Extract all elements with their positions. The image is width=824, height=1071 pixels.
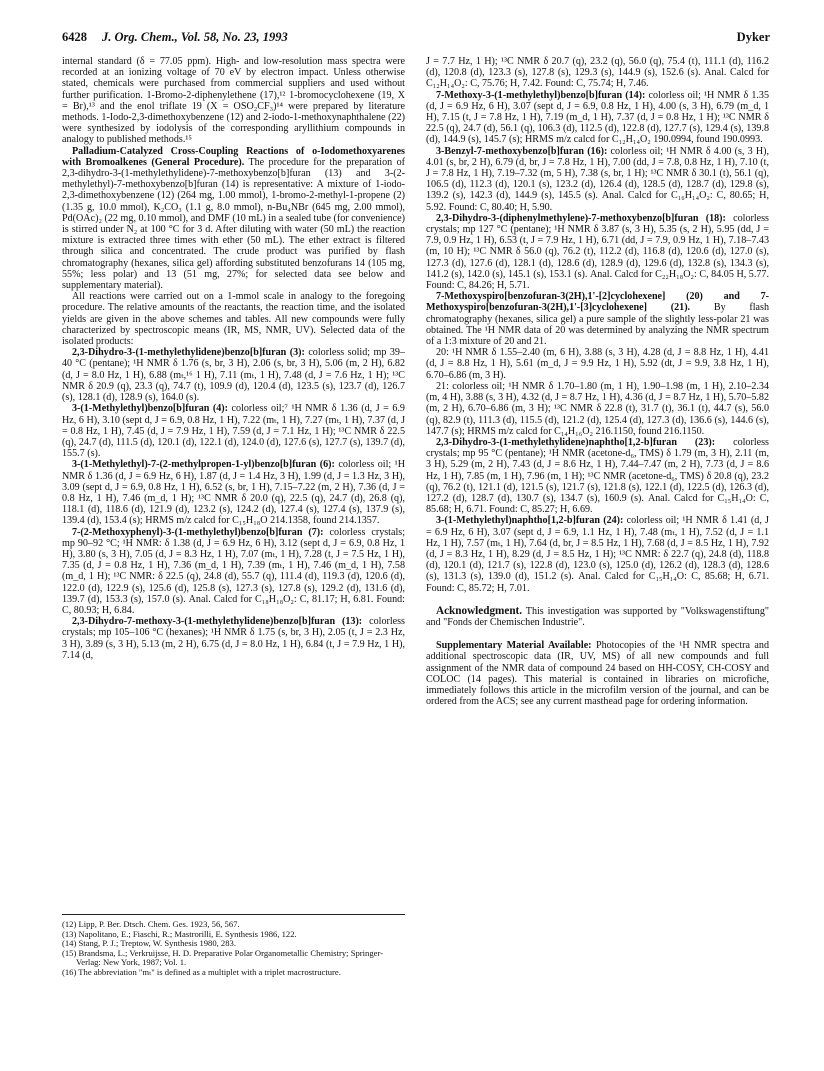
compound-3-entry [62,347,405,403]
general-procedure [62,146,405,292]
supplementary-label: Supplementary Material Available: [436,640,592,652]
journal-citation: J. Org. Chem., Vol. 58, No. 23, 1993 [102,30,288,44]
compound-16-data: colorless oil; ¹H NMR δ 4.00 (s, 3 H), 4.01 (s, br, 2 H), 6.79 (d, br, J = 7.8 Hz, 1 H), 7.00 (dd, J = 7.8, 0.8 Hz, 1 H), 7.10 (t, J = 7.8 Hz, 1 H), 7.19–7.32 (m, 5 H), 7.38 (s, br, 1 H); ¹³C NMR δ 30.1 (t), 56.1 (q), 106.5 (d), 112.3 (d), 120.1 (s), 123.2 (d), 126.4 (d), 128.5 (d), 128.7 (d), 129.8 (s), 139.2 (s), 142.3 (d), 144.9 (s), 145.5 (s). Anal. Calcd for C₁₆H₁₄O₂: C, 80.65; H, 5.92. Found: C, 80.40; H, 5.90. [426,145,769,213]
compound-18-data: colorless crystals; mp 127 °C (pentane); ¹H NMR δ 3.87 (s, 3 H), 5.35 (s, 2 H), 5.95 (dd, J = 7.9, 0.9 Hz, 1 H), 6.53 (t, J = 7.9 Hz, 1 H), 6.71 (dd, J = 7.9, 0.9 Hz, 1 H), 7.18–7.43 (m, 10 H); ¹³C NMR δ 56.0 (q), 76.2 (t), 112.2 (d), 116.8 (d), 120.6 (d), 127.0 (s), 127.3 (d), 127.6 (d), 128.1 (d), 128.6 (d), 128.9 (d), 129.6 (d), 132.8 (s), 134.3 (s), 141.2 (s), 142.0 (s), 145.1 (s), 153.1 (s). Anal. Calcd for C₂₂H₁₈O₂: C, 84.05 H, 5.77. Found: C, 84.26; H, 5.71. [426,212,769,292]
compound-23-data: colorless crystals; mp 95 °C (pentane); ¹H NMR (acetone-d₆, TMS) δ 1.79 (m, 3 H), 2.11 (m, 3 H), 5.29 (m, 2 H), 7.43 (d, J = 8.6 Hz, 1 H), 7.44–7.47 (m, 2 H), 7.73 (d, J = 8.6 Hz, 1 H), 7.85 (m, 1 H), 7.96 (m, 1 H); ¹³C NMR (acetone-d₆, TMS) δ 20.8 (q), 23.2 (q), 76.2 (t), 121.1 (d), 121.5 (s), 121.7 (s), 121.8 (s), 122.1 (d), 122.5 (d), 126.3 (d), 127.2 (d), 128.7 (d), 130.7 (s), 134.7 (s), 160.9 (s). Anal. Calcd for C₁₅H₁₄O: C, 85.68; H, 6.71. Found: C, 85.27; H, 6.69. [426,436,769,516]
page-number: 6428 [62,30,87,44]
compound-13-entry [62,616,405,661]
running-author: Dyker [736,30,770,44]
general-procedure-body: The procedure for the preparation of 2,3-dihydro-3-(1-methylethylidene)-7-methoxybenzo[b]furan (13) and 3-(2-methylethyl)-7-methoxybenzo[b]furan (14) is representative: A mixture of 1-iodo-2,3-dimethoxybenzene (12) (264 mg, 1.00 mmol), 1-bromo-2-methyl-1-propene (2) (1.35 g, 10.0 mmol), K₂CO₃ (1.1 g, 8.0 mmol), n-Bu₄NBr (645 mg, 2.00 mmol), Pd(OAc)₂ (22 mg, 0.10 mmol), and DMF (10 mL) in a sealed tube (for convenience) is stirred under N₂ at 100 °C for 3 d. After diluting with water (50 mL) the reaction mixture is extracted three times with ether (50 mL). The ether extract is filtered through silica and concentrated. The crude product was purified by flash chromatography (hexanes, silica gel) affording substituted benzofurans 14 (105 mg, 55%; less polar) and 13 (51 mg, 27%; for selected data see below and supplementary material). [62,156,405,292]
compound-18-entry [426,213,769,291]
compound-14-data: colorless oil; ¹H NMR δ 1.35 (d, J = 6.9 Hz, 6 H), 3.07 (sept d, J = 6.9, 0.8 Hz, 1 H), 4.00 (s, 3 H), 6.79 (m_d, 1 H), 7.15 (t, J = 7.8 Hz, 1 H), 7.19 (m_d, 1 H), 7.37 (d, J = 0.8 Hz, 1 H); ¹³C NMR δ 22.5 (q), 24.7 (d), 56.1 (q), 106.3 (d), 112.5 (d), 122.8 (d), 127.7 (s), 129.4 (s), 139.8 (d), 144.9 (s), 145.7 (s); HRMS m/z calcd for C₁₂H₁₄O₂ 190.0994, found 190.0993. [426,89,769,146]
compound-6-entry [62,459,405,526]
compound-13-name: 2,3-Dihydro-7-methoxy-3-(1-methylethylidene)benzo[b]furan (13): [72,616,363,628]
compound-14-name: 7-Methoxy-3-(1-methylethyl)benzo[b]furan (14): [436,89,646,101]
compound-7-name: 7-(2-Methoxyphenyl)-3-(1-methylethyl)benzo[b]furan (7): [72,526,324,538]
compound-16-entry [426,146,769,213]
experimental-intro: internal standard (δ = 77.05 ppm). High- and low-resolution mass spectra were recorded at an ionizing voltage of 70 eV by electron impact. Unless otherwise stated, chemicals were purchased from commercial suppliers and used without further purification. 1-Bromo-2-diphenylethene (17),¹² 1-bromocyclohexene (19, X = Br),¹³ and the enol triflate 19 (X = OSO₂CF₃)¹⁴ were prepared by literature methods. 1-Iodo-2,3-dimethoxybenzene (12) and 2-iodo-1-methoxynaphthalene (22) were synthesized by iodolysis of the corresponding aryllithium compounds in analogy to published methods.¹⁵ [62,56,405,146]
compound-13-continued: J = 7.7 Hz, 1 H); ¹³C NMR δ 20.7 (q), 23.2 (q), 56.0 (q), 75.4 (t), 111.1 (d), 116.2 (d), 120.8 (d), 123.3 (s), 127.8 (s), 129.3 (s), 144.9 (s), 152.6 (s). Anal. Calcd for C₁₂H₁₄O₂: C, 75.76; H, 7.42. Found: C, 75.74; H, 7.46. [426,56,769,90]
footnote: (13) Napolitano, E.; Fiaschi, R.; Mastrorilli, E. Synthesis 1986, 122. [62,928,297,939]
compound-7-data: colorless crystals; mp 90–92 °C; ¹H NMR: δ 1.38 (d, J = 6.9 Hz, 6 H), 3.12 (sept d, J = 6.9, 0.8 Hz, 1 H), 3.80 (s, 3 H), 7.05 (d, J = 8.3 Hz, 1 H), 7.07 (mₜ, 1 H), 7.28 (t, J = 7.5 Hz, 1 H), 7.35 (d, J = 0.8 Hz, 1 H), 7.36 (m_d, 1 H), 7.39 (mₜ, 1 H), 7.46 (m_d, 1 H), 7.58 (m_d, 1 H); ¹³C NMR: δ 22.5 (q), 24.8 (d), 55.7 (q), 111.4 (d), 119.3 (d), 120.6 (d), 122.0 (d), 122.9 (s), 125.6 (d), 125.8 (s), 127.3 (s), 127.8 (s), 129.2 (d), 131.6 (d), 139.7 (d), 153.3 (s), 157.0 (s). Anal. Calcd for C₁₈H₁₈O₂: C, 81.17; H, 6.81. Found: C, 80.93; H, 6.84. [62,526,405,616]
footnote: (16) The abbreviation "mₜ" is defined as a multiplet with a triplet macrostructure. [62,966,341,977]
footnote: (12) Lipp, P. Ber. Dtsch. Chem. Ges. 1923, 56, 567. [62,919,240,929]
compound-21-data: 21: colorless oil; ¹H NMR δ 1.70–1.80 (m, 1 H), 1.90–1.98 (m, 1 H), 2.10–2.34 (m, 4 H), 3.88 (s, 3 H), 4.32 (d, J = 8.7 Hz, 1 H), 4.36 (d, J = 8.7 Hz, 1 H), 5.70–5.82 (m, 2 H), 6.70–6.86 (m, 3 H); ¹³C NMR δ 22.8 (t), 31.7 (t), 36.1 (t), 44.7 (s), 56.0 (q), 82.9 (t), 111.3 (d), 115.5 (d), 121.2 (d), 125.4 (d), 127.3 (d), 136.6 (s), 144.6 (s), 147.7 (s); HRMS m/z calcd for C₁₄H₁₆O₂ 216.1150, found 216.1150. [426,380,769,437]
left-column [62,56,405,661]
compound-4-entry [62,403,405,459]
compound-13-data: colorless crystals; mp 105–106 °C (hexanes); ¹H NMR δ 1.75 (s, br, 3 H), 2.05 (t, J = 2.3 Hz, 3 H), 3.89 (s, 3 H), 5.13 (m, 2 H), 6.75 (d, J = 8.0 Hz, 1 H), 6.84 (t, J = 7.9 Hz, 1 H), 7.14 (d, [62,616,405,661]
compound-24-name: 3-(1-Methylethyl)naphtho[1,2-b]furan (24): [436,515,624,527]
acknowledgment [426,606,769,628]
compound-16-name: 3-Benzyl-7-methoxybenzo[b]furan (16): [436,145,608,157]
compound-20-21-name: 7-Methoxyspiro[benzofuran-3(2H),1'-[2]cyclohexene] (20) and 7-Methoxyspiro[benzofuran-3(2H),1'-[3]cyclohexene] (21). [426,291,769,314]
journal-page [62,30,770,1060]
compound-24-entry [426,515,769,593]
compound-6-name: 3-(1-Methylethyl)-7-(2-methylpropen-1-yl)benzo[b]furan (6): [72,459,335,471]
acknowledgment-body: This investigation was supported by "Volkswagenstiftung" and "Fonds der Chemischen Industrie". [426,605,770,628]
compound-3-data: colorless solid; mp 39–40 °C (pentane); ¹H NMR δ 1.76 (s, br, 3 H), 2.06 (s, br, 3 H), 5.06 (m, 2 H), 6.82 (d, J = 8.0 Hz, 1 H), 6.88 (mₜ,¹⁶ 1 H), 7.11 (mₜ, 1 H), 7.48 (d, J = 7.6 Hz, 1 H); ¹³C NMR δ 20.9 (q), 23.3 (q), 74.7 (t), 109.9 (d), 120.4 (d), 123.5 (s), 123.7 (d), 126.7 (s), 128.1 (d), 128.9 (s), 164.0 (s). [62,347,405,404]
compound-7-entry [62,527,405,617]
acknowledgment-label: Acknowledgment. [436,604,523,617]
compound-6-data: colorless oil; ¹H NMR δ 1.36 (d, J = 6.9 Hz, 6 H), 1.87 (d, J = 1.4 Hz, 3 H), 1.99 (d, J = 1.3 Hz, 3 H), 3.09 (sept d, J = 6.9, 0.8 Hz, 1 H), 6.52 (s, br, 1 H), 7.15–7.22 (m, 2 H), 7.36 (d, J = 0.8 Hz, 1 H), 7.46 (m_d, 1 H); ¹³C NMR δ 20.0 (q), 22.5 (q), 24.7 (d), 26.8 (q), 118.1 (d), 118.6 (d), 121.9 (d), 123.2 (s), 124.2 (d), 127.4 (s), 127.4 (s), 137.9 (s), 139.4 (d), 153.4 (s); HRMS m/z calcd for C₁₅H₁₈O 214.1358, found 214.1357. [62,459,405,527]
footnote: (14) Stang, P. J.; Treptow, W. Synthesis 1980, 283. [62,938,236,949]
compound-18-name: 2,3-Dihydro-3-(diphenylmethylene)-7-methoxybenzo[b]furan (18): [436,212,726,224]
compound-20-21-entry [426,291,769,347]
compound-23-entry [426,437,769,515]
footnotes [62,914,405,978]
right-column [426,56,769,707]
supplementary-body: Photocopies of the ¹H NMR spectra and additional spectroscopic data (IR, UV, MS) of all new compounds and full assignment of the NMR data of compound 24 based on HH-COSY, CH-COSY and COLOC (14 pages). This material is contained in libraries on microfiche, immediately follows this article in the microfilm version of the journal, and can be ordered from the ACS; see any current masthead page for ordering information. [426,640,769,708]
compound-4-data: colorless oil;⁷ ¹H NMR δ 1.36 (d, J = 6.9 Hz, 6 H), 3.10 (sept d, J = 6.9, 0.8 Hz, 1 H), 7.22 (mₜ, 1 H), 7.27 (mₜ, 1 H), 7.37 (d, J = 0.8 Hz, 1 H), 7.45 (d, J = 7.9 Hz, 1 H), 7.59 (d, J = 7.1 Hz, 1 H); ¹³C NMR δ 22.5 (q), 24.7 (d), 111.5 (d), 120.1 (d), 122.1 (d), 124.0 (d), 127.6 (s), 127.7 (s), 139.7 (d), 155.7 (s). [62,403,405,460]
scale-note: All reactions were carried out on a 1-mmol scale in analogy to the foregoing procedure. The relative amounts of the reactants, the reaction time, and the isolated yields are given in the above schemes and tables. All new compounds were fully characterized by spectroscopic means (IR, MS, NMR, UV). Selected data of the isolated products: [62,291,405,348]
compound-20-21-note: By flash chromatography (hexanes, silica gel) a pure sample of the slightly less-polar 21 was obtained. The ¹H NMR data of 20 was determined by analyzing the NMR spectrum of a 1:3 mixture of 20 and 21. [426,302,769,348]
compound-4-name: 3-(1-Methylethyl)benzo[b]furan (4): [72,403,229,415]
general-procedure-heading: Palladium-Catalyzed Cross-Coupling Reactions of o-Iodomethoxyarenes with Bromoalkenes (General Procedure). [62,145,405,168]
compound-3-name: 2,3-Dihydro-3-(1-methylethylidene)benzo[b]furan (3): [72,347,305,359]
footnote: (15) Brandsma, L.; Verkruijsse, H. D. Preparative Polar Organometallic Chemistry; Springer-Verlag: New York, 1987; Vol. 1. [62,947,383,968]
running-head [62,30,770,48]
compound-24-data: colorless oil; ¹H NMR δ 1.41 (d, J = 6.9 Hz, 6 H), 3.07 (sept d, J = 6.9, 1.1 Hz, 1 H), 7.48 (mₜ, 1 H), 7.52 (d, J = 1.1 Hz, 1 H), 7.57 (mₜ, 1 H), 7.64 (d, br, J = 8.5 Hz, 1 H), 7.68 (d, J = 8.5 Hz, 1 H), 7.92 (d, J = 8.3 Hz, 1 H), 8.29 (d, J = 8.5 Hz, 1 H); ¹³C NMR: δ 22.7 (q), 24.8 (d), 118.8 (d), 120.1 (d), 121.7 (s), 122.8 (d), 123.0 (s), 125.0 (d), 126.2 (d), 128.3 (d), 128.6 (s), 131.3 (s), 139.0 (d), 151.2 (s). Anal. Calcd for C₁₅H₁₄O: C, 85.68; H, 6.71. Found: C, 85.72; H, 7.01. [426,515,769,594]
compound-20-data: 20: ¹H NMR δ 1.55–2.40 (m, 6 H), 3.88 (s, 3 H), 4.28 (d, J = 8.8 Hz, 1 H), 4.41 (d, J = 8.8 Hz, 1 H), 5.61 (m_d, J = 9.9 Hz, 1 H), 5.92 (dt, J = 9.9, 3.8 Hz, 1 H), 6.70–6.86 (m, 3 H). [426,347,769,381]
compound-23-name: 2,3-Dihydro-3-(1-methylethylidene)naphtho[1,2-b]furan (23): [436,436,716,448]
supplementary-material [426,640,769,707]
compound-14-entry [426,90,769,146]
